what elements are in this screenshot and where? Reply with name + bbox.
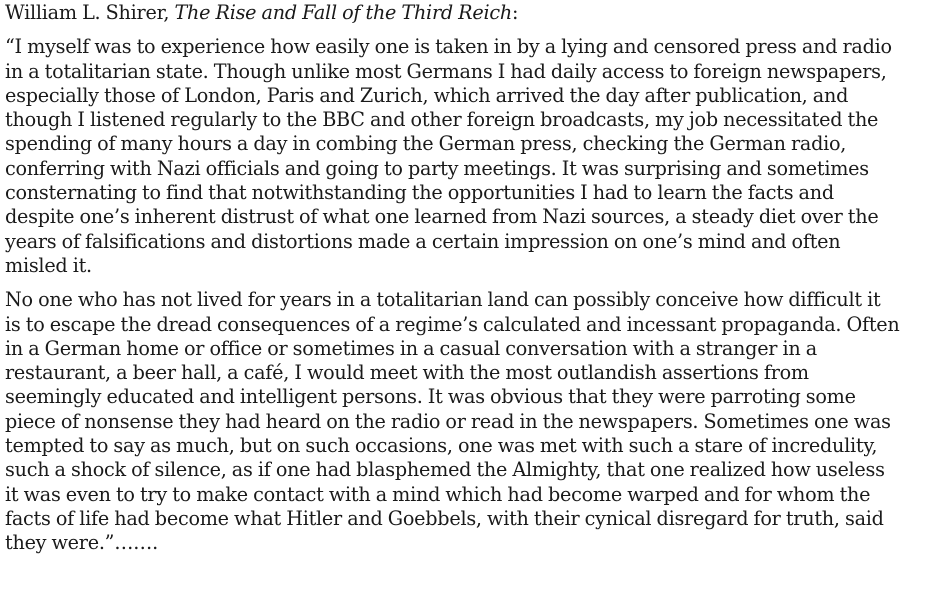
text-line: despite one’s inherent distrust of what one learned from Nazi sources, a steady diet over the <box>5 205 879 229</box>
text-line: is to escape the dread consequences of a regime’s calculated and incessant propaganda. Often <box>5 312 900 336</box>
text-line: seemingly educated and intelligent persons. It was obvious that they were parroting some <box>5 385 856 409</box>
text-line: especially those of London, Paris and Zurich, which arrived the day after publication, and <box>5 83 849 107</box>
text-line: No one who has not lived for years in a totalitarian land can possibly conceive how difficult it <box>5 288 881 312</box>
text-line: conferring with Nazi officials and going to party meetings. It was surprising and sometimes <box>5 156 869 180</box>
text-line: facts of life had become what Hitler and Goebbels, with their cynical disregard for truth, said <box>5 506 884 530</box>
text-line: consternating to find that notwithstanding the opportunities I had to learn the facts and <box>5 181 834 205</box>
text-line: spending of many hours a day in combing the German press, checking the German radio, <box>5 132 847 156</box>
text-line: “I myself was to experience how easily one is taken in by a lying and censored press and radio <box>5 35 892 59</box>
text-line: tempted to say as much, but on such occasions, one was met with such a stare of incredulity, <box>5 434 878 458</box>
quote-paragraph-1 <box>5 35 945 278</box>
quote-paragraph-2 <box>5 288 945 555</box>
text-line: in a totalitarian state. Though unlike most Germans I had daily access to foreign newspapers, <box>5 59 887 83</box>
book-title: The Rise and Fall of the Third Reich <box>174 1 512 24</box>
text-line: misled it. <box>5 253 92 277</box>
heading-colon: : <box>511 1 519 24</box>
text-line: years of falsifications and distortions made a certain impression on one’s mind and often <box>5 229 841 253</box>
text-line: though I listened regularly to the BBC and other foreign broadcasts, my job necessitated the <box>5 108 879 132</box>
text-line: they were.”……. <box>5 531 158 555</box>
citation-heading <box>5 1 945 25</box>
text-line: such a shock of silence, as if one had blasphemed the Almighty, that one realized how useless <box>5 458 885 482</box>
text-line: restaurant, a beer hall, a café, I would meet with the most outlandish assertions from <box>5 361 809 385</box>
text-line: piece of nonsense they had heard on the radio or read in the newspapers. Sometimes one was <box>5 409 891 433</box>
document <box>5 1 945 566</box>
text-line: in a German home or office or sometimes in a casual conversation with a stranger in a <box>5 336 817 360</box>
text-line: it was even to try to make contact with a mind which had become warped and for whom the <box>5 482 871 506</box>
author-name: William L. Shirer, <box>5 1 175 24</box>
